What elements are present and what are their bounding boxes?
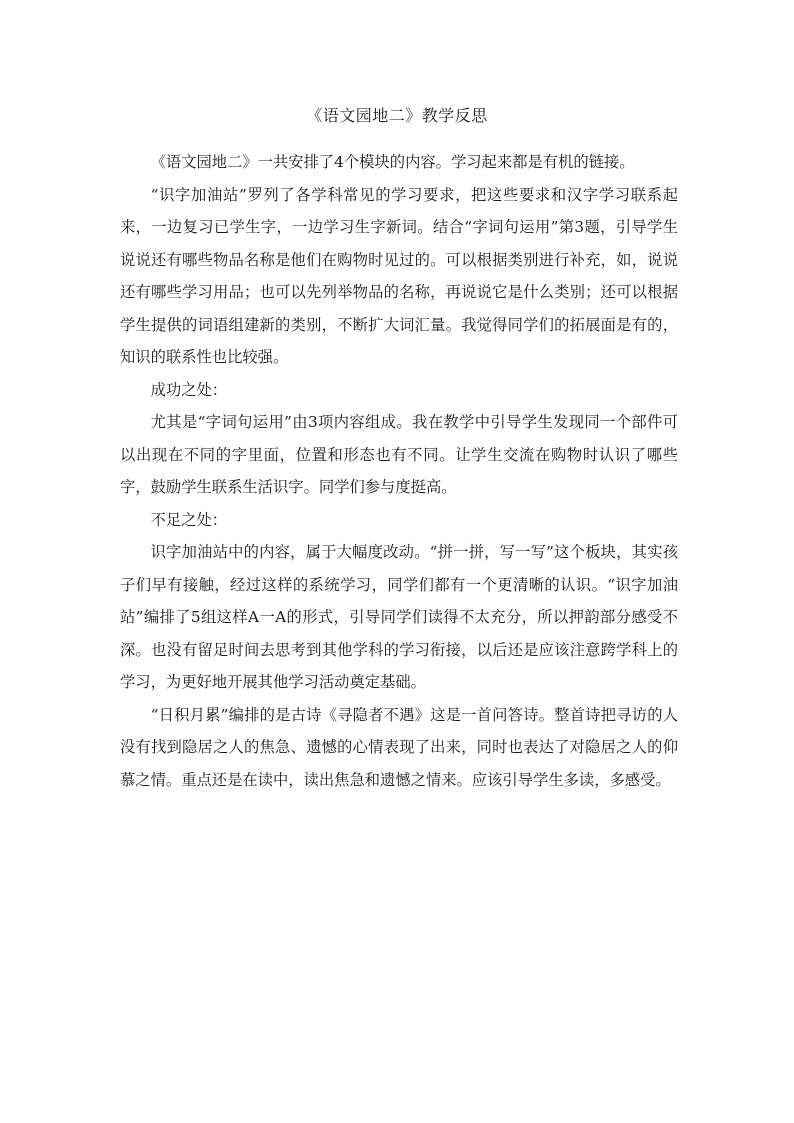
paragraph-intro: 《语文园地二》一共安排了4个模块的内容。学习起来都是有机的链接。 bbox=[150, 153, 635, 171]
heading-shortcomings: 不足之处： bbox=[150, 510, 228, 529]
paragraph-literacy-station: “识字加油站”罗列了各学科常见的学习要求，把这些要求和汉字学习联系起来，一边复习已学生字，一边学习生字新词。结合“字词句运用”第3题，引导学生说说还有哪些物品名称是他们在购物时见过的。可以根据类别进行补充，如，说说还有哪些学习用品；也可以先列举物品的名称，再说说它是什么类别；还可以根据学生提供的词语组建新的类别，不断扩大词汇量。我觉得同学们的拓展面是有的，知识的联系性也比较强。 bbox=[120, 185, 678, 366]
document-body bbox=[120, 146, 678, 796]
document-title: 《语文园地二》教学反思 bbox=[306, 106, 488, 125]
heading-successes: 成功之处： bbox=[150, 380, 228, 399]
paragraph-daily-accumulation: “日积月累”编排的是古诗《寻隐者不遇》这是一首问答诗。整首诗把寻访的人没有找到隐居之人的焦急、遗憾的心情表现了出来，同时也表达了对隐居之人的仰慕之情。重点还是在读中，读出焦急和遗憾之情来。应该引导学生多读，多感受。 bbox=[120, 705, 678, 789]
paragraph-shortcomings: 识字加油站中的内容，属于大幅度改动。“拼一拼，写一写”这个板块，其实孩子们早有接触，经过这样的系统学习，同学们都有一个更清晰的认识。“识字加油站”编排了5组这样A一A的形式，引导同学们读得不太充分，所以押韵部分感受不深。也没有留足时间去思考到其他学科的学习衔接，以后还是应该注意跨学科上的学习，为更好地开展其他学习活动奠定基础。 bbox=[120, 543, 678, 691]
paragraph-successes: 尤其是“字词句运用”由3项内容组成。我在教学中引导学生发现同一个部件可以出现在不同的字里面，位置和形态也有不同。让学生交流在购物时认识了哪些字，鼓励学生联系生活识字。同学们参与度挺高。 bbox=[120, 413, 678, 496]
